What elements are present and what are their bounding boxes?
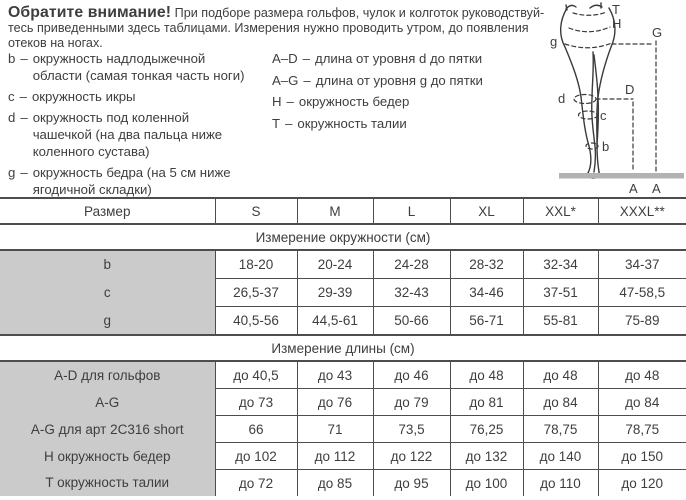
cell: 47-58,5 [598, 279, 686, 307]
row-label: H окружность бедер [0, 443, 215, 470]
row-label: b [0, 250, 215, 279]
cell: до 48 [450, 361, 523, 389]
cell: до 84 [598, 389, 686, 416]
header-l: L [373, 198, 450, 224]
cell: 71 [297, 416, 373, 443]
header-xxl: XXL* [523, 198, 598, 224]
intro-line1-text: При подборе размера гольфов, чулок и колготок руководствуй- [174, 6, 545, 20]
cell: до 43 [297, 361, 373, 389]
cell: до 85 [297, 470, 373, 497]
cell: 55-81 [523, 307, 598, 336]
legend-item-c [8, 88, 270, 105]
cell: 44,5-61 [297, 307, 373, 336]
diagram-label-G: G [652, 25, 663, 40]
cell: до 95 [373, 470, 450, 497]
table-row [0, 470, 686, 497]
legend-dash: – [285, 115, 293, 131]
legend-key: g [8, 165, 16, 180]
cell: до 150 [598, 443, 686, 470]
row-label: A-G для арт 2C316 short [0, 416, 215, 443]
table-row [0, 307, 686, 336]
legend-text: окружность икры [31, 89, 136, 104]
row-label: T окружность талии [0, 470, 215, 497]
cell: до 140 [523, 443, 598, 470]
header-size: Размер [0, 198, 215, 224]
cell: до 102 [215, 443, 297, 470]
cell: 24-28 [373, 250, 450, 279]
cell: до 84 [523, 389, 598, 416]
cell: 78,75 [523, 416, 598, 443]
diagram-label-c: c [600, 108, 607, 123]
cell: до 81 [450, 389, 523, 416]
measurement-legend-left [8, 50, 270, 202]
legend-dash: – [20, 51, 28, 66]
legend-key: A–G [272, 72, 299, 88]
legs-measurement-diagram [545, 0, 686, 197]
legend-key: d [8, 110, 16, 125]
cell: до 79 [373, 389, 450, 416]
cell: 73,5 [373, 416, 450, 443]
table-header-row [0, 198, 686, 224]
cell: до 48 [523, 361, 598, 389]
legend-dash: – [303, 72, 311, 88]
cell: до 76 [297, 389, 373, 416]
table-row [0, 361, 686, 389]
legend-item-t [272, 115, 552, 132]
cell: 32-34 [523, 250, 598, 279]
legend-dash: – [286, 94, 294, 109]
legend-item-d [8, 109, 270, 160]
cell: 28-32 [450, 250, 523, 279]
cell: 75-89 [598, 307, 686, 336]
cell: 37-51 [523, 279, 598, 307]
legend-item-g [8, 164, 270, 198]
table-row [0, 250, 686, 279]
diagram-label-d: d [558, 91, 566, 106]
cell: до 40,5 [215, 361, 297, 389]
table-row [0, 443, 686, 470]
cell: 34-46 [450, 279, 523, 307]
diagram-label-H: H [612, 16, 622, 31]
legend-text: окружность бедер [298, 94, 410, 109]
legend-text: окружность надлодыжечной области (самая тонкая часть ноги) [32, 51, 245, 83]
table-row [0, 416, 686, 443]
cell: до 72 [215, 470, 297, 497]
row-label: A-D для гольфов [0, 361, 215, 389]
legend-item-b [8, 50, 270, 84]
section-title: Измерение окружности (см) [0, 224, 686, 250]
row-label: g [0, 307, 215, 336]
legend-item-ag [272, 72, 552, 89]
cell: 34-37 [598, 250, 686, 279]
legend-text: длина от уровня d до пятки [315, 51, 483, 66]
diagram-label-b: b [602, 139, 610, 154]
cell: 50-66 [373, 307, 450, 336]
legend-key: b [8, 51, 16, 66]
intro-title: Обратите внимание! [8, 4, 172, 21]
table-row [0, 279, 686, 307]
cell: до 110 [523, 470, 598, 497]
floor-bar [559, 173, 684, 179]
cell: до 46 [373, 361, 450, 389]
header-s: S [215, 198, 297, 224]
legend-text: окружность бедра (на 5 см ниже ягодичной складки) [32, 165, 231, 197]
header-xl: XL [450, 198, 523, 224]
section-row-length [0, 335, 686, 361]
cell: 76,25 [450, 416, 523, 443]
intro-line-2: тесь приведенными здесь таблицами. Измерения нужно проводить утром, до появления [8, 21, 529, 35]
cell: 78,75 [598, 416, 686, 443]
cell: 66 [215, 416, 297, 443]
legend-dash: – [20, 110, 28, 125]
header-m: M [297, 198, 373, 224]
legend-text: окружность талии [297, 115, 407, 131]
diagram-label-D: D [625, 82, 635, 97]
cell: до 73 [215, 389, 297, 416]
intro-note [8, 5, 556, 51]
cell: до 112 [297, 443, 373, 470]
cell: до 48 [598, 361, 686, 389]
cell: до 100 [450, 470, 523, 497]
cell: 18-20 [215, 250, 297, 279]
diagram-label-g: g [550, 34, 558, 49]
diagram-label-A1: A [629, 181, 638, 196]
cell: 56-71 [450, 307, 523, 336]
legend-item-ad [272, 50, 552, 67]
intro-line-1 [8, 5, 556, 21]
legend-dash: – [19, 89, 27, 104]
cell: 32-43 [373, 279, 450, 307]
cell: 26,5-37 [215, 279, 297, 307]
diagram-label-A2: A [652, 181, 661, 196]
row-label: c [0, 279, 215, 307]
section-title: Измерение длины (см) [0, 335, 686, 361]
cell: до 120 [598, 470, 686, 497]
legend-text: окружность под коленной чашечкой (на два пальца ниже коленного сустава) [32, 110, 223, 159]
legend-key: T [272, 115, 281, 131]
cell: 29-39 [297, 279, 373, 307]
legend-key: H [272, 94, 282, 109]
section-row-circumference [0, 224, 686, 250]
cell: до 122 [373, 443, 450, 470]
legend-text: длина от уровня g до пятки [315, 72, 483, 88]
measurement-legend-right [272, 50, 552, 136]
legs-diagram-icon [545, 0, 686, 197]
intro-line-3: отеков на ногах. [8, 36, 103, 50]
row-label: A-G [0, 389, 215, 416]
legend-dash: – [302, 51, 310, 66]
table-row [0, 389, 686, 416]
legend-key: A–D [272, 51, 298, 66]
legend-key: c [8, 89, 15, 104]
header-xxxl: XXXL** [598, 198, 686, 224]
cell: до 132 [450, 443, 523, 470]
cell: 40,5-56 [215, 307, 297, 336]
legend-dash: – [20, 165, 28, 180]
cell: 20-24 [297, 250, 373, 279]
diagram-label-T: T [612, 2, 620, 17]
legend-item-h [272, 93, 552, 110]
size-table [0, 197, 686, 496]
